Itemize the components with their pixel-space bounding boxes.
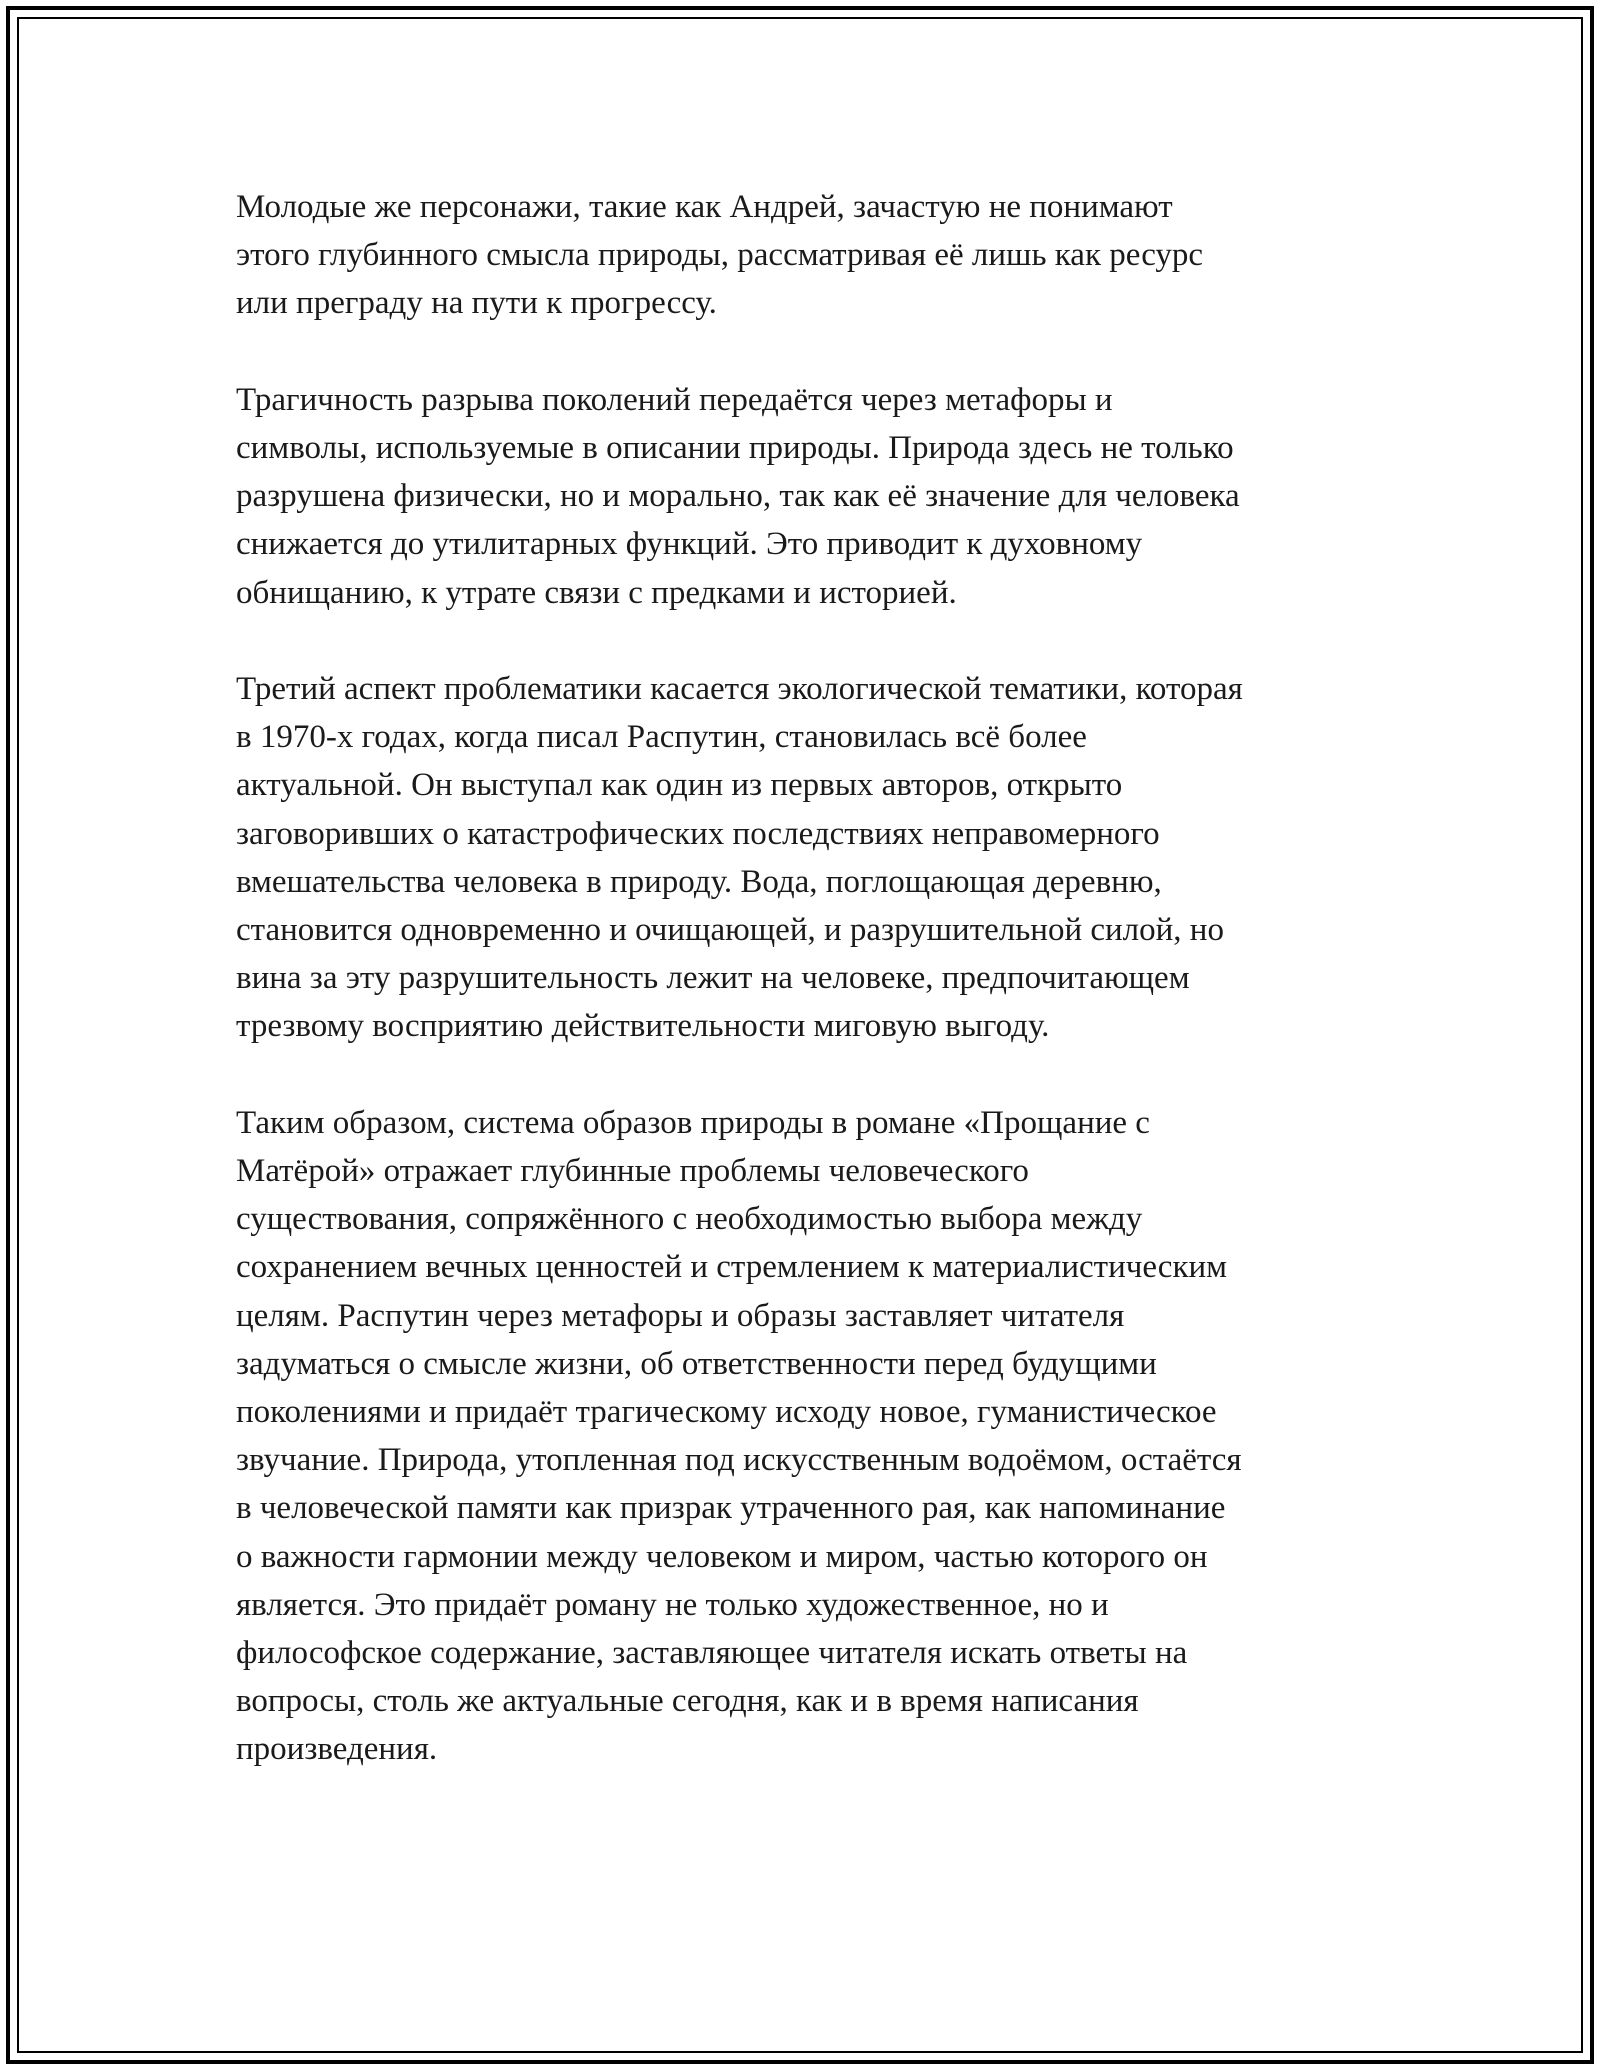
text-line: является. Это придаёт роману не только художественное, но и <box>236 1586 1109 1623</box>
text-line: задуматься о смысле жизни, об ответственности перед будущими <box>236 1345 1157 1382</box>
text-line: актуальной. Он выступал как один из первых авторов, открыто <box>236 767 1123 804</box>
text-line: вопросы, столь же актуальные сегодня, как и в время написания <box>236 1683 1139 1720</box>
text-line: в человеческой памяти как призрак утраченного рая, как напоминание <box>236 1490 1226 1527</box>
text-line: поколениями и придаёт трагическому исходу новое, гуманистическое <box>236 1394 1217 1431</box>
text-line: разрушена физически, но и морально, так как её значение для человека <box>236 478 1240 515</box>
text-line: звучание. Природа, утопленная под искусственным водоёмом, остаётся <box>236 1442 1242 1479</box>
text-line: вина за эту разрушительность лежит на человеке, предпочитающем <box>236 960 1190 997</box>
text-line: заговоривших о катастрофических последствиях неправомерного <box>236 815 1160 852</box>
text-line: вмешательства человека в природу. Вода, поглощающая деревню, <box>236 863 1162 900</box>
paragraph <box>236 1099 1386 1774</box>
text-line: существования, сопряжённого с необходимостью выбора между <box>236 1201 1143 1238</box>
text-line: в 1970-х годах, когда писал Распутин, становилась всё более <box>236 719 1087 756</box>
paragraph <box>236 665 1386 1051</box>
text-line: Молодые же персонажи, такие как Андрей, зачастую не понимают <box>236 189 1173 225</box>
paragraph <box>236 183 1386 328</box>
text-line: Трагичность разрыва поколений передаётся через метафоры и <box>236 381 1113 418</box>
text-line: о важности гармонии между человеком и миром, частью которого он <box>236 1538 1208 1575</box>
text-line: символы, используемые в описании природы. Природа здесь не только <box>236 430 1234 466</box>
text-line: трезвому восприятию действительности миговую выгоду. <box>236 1008 1050 1045</box>
text-line: этого глубинного смысла природы, рассматривая её лишь как ресурс <box>236 237 1204 274</box>
document-body <box>236 183 1386 1774</box>
text-line: философское содержание, заставляющее читателя искать ответы на <box>236 1635 1188 1672</box>
text-line: становится одновременно и очищающей, и разрушительной силой, но <box>236 912 1224 949</box>
text-line: произведения. <box>236 1731 438 1768</box>
text-line: или преграду на пути к прогрессу. <box>236 285 717 322</box>
text-line: сохранением вечных ценностей и стремлением к материалистическим <box>236 1249 1228 1286</box>
text-line: целям. Распутин через метафоры и образы заставляет читателя <box>236 1297 1125 1334</box>
paragraph <box>236 376 1386 617</box>
text-line: Третий аспект проблематики касается экологической тематики, которая <box>236 671 1243 707</box>
text-line: снижается до утилитарных функций. Это приводит к духовному <box>236 526 1143 563</box>
text-line: обнищанию, к утрате связи с предками и историей. <box>236 574 957 611</box>
text-line: Таким образом, система образов природы в романе «Прощание с <box>236 1104 1150 1141</box>
text-line: Матёрой» отражает глубинные проблемы человеческого <box>236 1153 1029 1190</box>
